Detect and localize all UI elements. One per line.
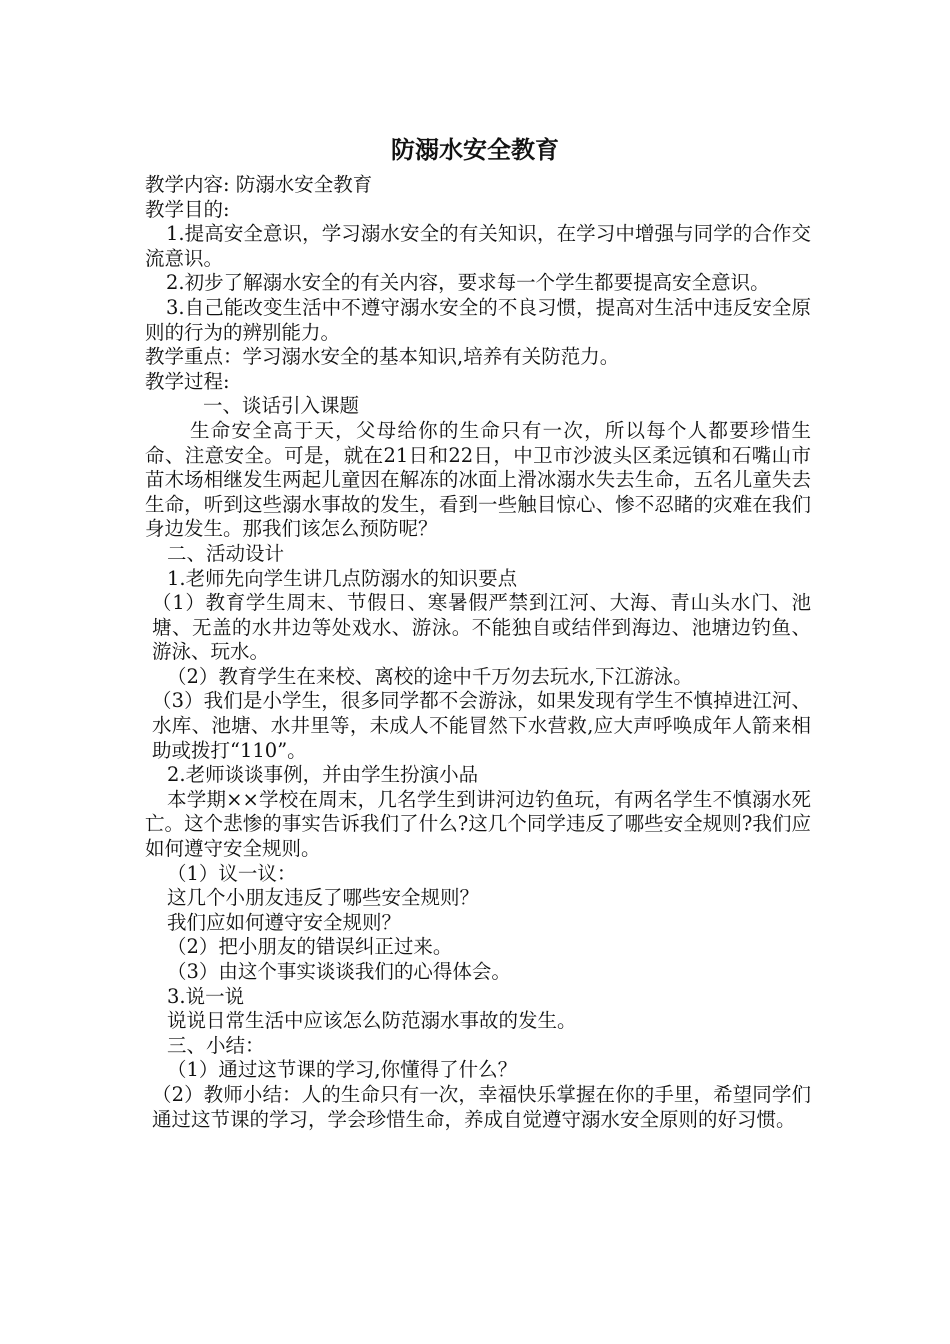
section-heading-activity: 二、活动设计 xyxy=(167,541,285,565)
paragraph-activity-3: 3.说一说 xyxy=(167,984,245,1008)
paragraph-goals-heading: 教学目的: xyxy=(145,197,230,221)
paragraph-content: 教学内容: 防溺水安全教育 xyxy=(145,173,373,196)
paragraph-summary-1: （1）通过这节课的学习,你懂得了什么？ xyxy=(167,1058,518,1082)
paragraph-question-1: 这几个小朋友违反了哪些安全规则？ xyxy=(167,886,480,910)
paragraph-summary-2: （2）教师小结：人的生命只有一次，幸福快乐掌握在你的手里，希望同学们通过这节课的学习，学会珍惜生命，养成自觉遵守溺水安全原则的好习惯。 xyxy=(152,1082,811,1131)
section-heading-summary: 三、小结： xyxy=(167,1033,265,1057)
paragraph-goal-2: 2.初步了解溺水安全的有关内容，要求每一个学生都要提高安全意识。 xyxy=(166,271,770,295)
paragraph-goal-1: 1.提高安全意识，学习溺水安全的有关知识，在学习中增强与同学的合作交流意识。 xyxy=(145,222,811,270)
paragraph-discuss: （1）议一议： xyxy=(167,861,297,885)
paragraph-correct: （2）把小朋友的错误纠正过来。 xyxy=(167,935,453,959)
paragraph-point-2: （2）教育学生在来校、离校的途中千万勿去玩水,下江游泳。 xyxy=(167,664,693,688)
paragraph-intro: 生命安全高于天，父母给你的生命只有一次，所以每个人都要珍惜生命、注意安全。可是，就在21日和22日，中卫市沙波头区柔远镇和石嘴山市苗木场相继发生两起儿童因在解冻的冰面上滑冰溺水失去生命，五名儿童失去生命，听到这些溺水事故的发生，看到一些触目惊心、惨不忍睹的灾难在我们身边发生。那我们该怎么预防呢？ xyxy=(145,418,811,541)
paragraph-activity-1: 1.老师先向学生讲几点防溺水的知识要点 xyxy=(167,566,518,590)
paragraph-case: 本学期××学校在周末，几名学生到讲河边钓鱼玩，有两名学生不慎溺水死亡。这个悲惨的事实告诉我们了什么?这几个同学违反了哪些安全规则?我们应如何遵守安全规则。 xyxy=(145,787,811,861)
paragraph-goal-3: 3.自己能改变生活中不遵守溺水安全的不良习惯，提高对生活中违反安全原则的行为的辨别能力。 xyxy=(145,295,811,344)
paragraph-question-2: 我们应如何遵守安全规则？ xyxy=(167,910,402,934)
paragraph-point-3: （3）我们是小学生，很多同学都不会游泳，如果发现有学生不慎掉进江河、水库、池塘、水井里等，未成人不能冒然下水营救,应大声呼唤成年人箭来相助或拨打“110”。 xyxy=(152,689,811,762)
document-body xyxy=(145,173,811,1132)
paragraph-key-point: 教学重点：学习溺水安全的基本知识,培养有关防范力。 xyxy=(145,345,620,369)
paragraph-activity-2: 2.老师谈谈事例，并由学生扮演小品 xyxy=(167,763,479,787)
document-title: 防溺水安全教育 xyxy=(391,135,559,164)
paragraph-point-1: （1）教育学生周末、节假日、寒暑假严禁到江河、大海、青山头水门、池塘、无盖的水井边等处戏水、游泳。不能独自或结伴到海边、池塘边钓鱼、游泳、玩水。 xyxy=(152,591,811,664)
paragraph-say: 说说日常生活中应该怎么防范溺水事故的发生。 xyxy=(167,1009,577,1033)
paragraph-experience: （3）由这个事实谈谈我们的心得体会。 xyxy=(167,960,511,983)
section-heading-intro: 一、谈话引入课题 xyxy=(203,394,360,418)
paragraph-process-heading: 教学过程: xyxy=(145,369,230,393)
